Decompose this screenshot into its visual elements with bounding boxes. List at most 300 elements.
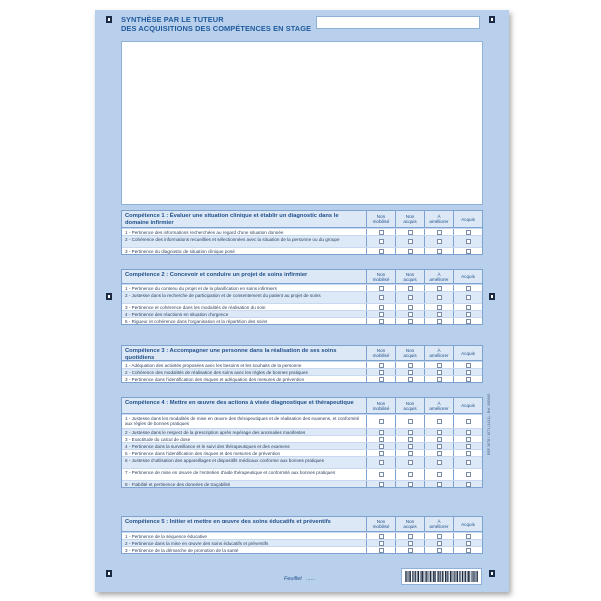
- checkbox[interactable]: [408, 305, 413, 310]
- checkbox-cell: [453, 304, 482, 310]
- checkbox[interactable]: [466, 305, 471, 310]
- checkbox[interactable]: [379, 370, 384, 375]
- checkbox[interactable]: [437, 451, 442, 456]
- checkbox[interactable]: [437, 312, 442, 317]
- checkbox-cell: [395, 540, 424, 546]
- checkbox[interactable]: [437, 444, 442, 449]
- checkbox-cell: [424, 292, 453, 303]
- checkbox[interactable]: [408, 419, 413, 424]
- checkbox[interactable]: [466, 295, 471, 300]
- criterion-row: [122, 361, 482, 368]
- checkbox-cell: [366, 311, 395, 317]
- checkbox-cell: [366, 436, 395, 442]
- barcode-bar: [440, 571, 441, 582]
- checkbox[interactable]: [408, 239, 413, 244]
- checkbox[interactable]: [408, 472, 413, 477]
- checkbox[interactable]: [437, 377, 442, 382]
- checkbox-cell: [366, 304, 395, 310]
- checkbox[interactable]: [379, 419, 384, 424]
- criterion-row: [122, 291, 482, 303]
- checkbox[interactable]: [379, 541, 384, 546]
- criterion-row: [122, 480, 482, 487]
- checkbox-cell: [424, 450, 453, 456]
- criterion-row: [122, 303, 482, 310]
- checkbox-cell: [366, 376, 395, 382]
- checkbox-cell: [453, 450, 482, 456]
- header-input-field[interactable]: [316, 16, 480, 29]
- checkbox[interactable]: [437, 419, 442, 424]
- barcode-bar: [426, 571, 427, 582]
- criterion-label: 3 - Pertinence et cohérence dans les modalités de réalisation du soin: [125, 305, 266, 310]
- checkbox[interactable]: [437, 230, 442, 235]
- form-reference: REF 3078 / 1071 (1421) - Ref. 000000: [487, 393, 491, 455]
- checkbox-cell: [395, 304, 424, 310]
- checkbox-cell: [395, 457, 424, 468]
- checkbox-cell: [395, 248, 424, 254]
- criterion-label: 5 - Rigueur et cohérence dans l'organisation et la répartition des soins: [125, 319, 268, 324]
- checkbox[interactable]: [408, 230, 413, 235]
- checkbox[interactable]: [408, 548, 413, 553]
- checkbox[interactable]: [408, 430, 413, 435]
- checkbox-cell: [395, 429, 424, 435]
- registration-mark-icon: [489, 570, 495, 577]
- competence-header: [122, 398, 482, 414]
- checkbox[interactable]: [379, 230, 384, 235]
- barcode-bar: [477, 571, 478, 582]
- competence-title: Compétence 5 : Initier et mettre en œuvre des soins éducatifs et préventifs: [125, 519, 331, 525]
- checkbox[interactable]: [379, 430, 384, 435]
- checkbox-cell: [453, 311, 482, 317]
- criterion-row: [122, 449, 482, 456]
- registration-mark-icon: [489, 16, 495, 23]
- checkbox[interactable]: [466, 451, 471, 456]
- checkbox-cell: [424, 304, 453, 310]
- checkbox-cell: [424, 443, 453, 449]
- checkbox[interactable]: [437, 437, 442, 442]
- criterion-label: 2 - Justesse dans le respect de la prescription après repérage des anomalies manifestes: [125, 430, 306, 435]
- checkbox[interactable]: [379, 377, 384, 382]
- checkbox[interactable]: [379, 249, 384, 254]
- competence-block-5: [121, 516, 483, 554]
- checkbox[interactable]: [466, 482, 471, 487]
- checkbox-cell: [453, 429, 482, 435]
- checkbox-cell: [395, 469, 424, 480]
- barcode-bar: [429, 571, 430, 582]
- checkbox-cell: [453, 369, 482, 375]
- checkbox-cell: [395, 533, 424, 539]
- criterion-label: 2 - Cohérence des modalités de réalisation des soins avec les règles de bonnes pratiques: [125, 370, 308, 375]
- checkbox[interactable]: [408, 451, 413, 456]
- criterion-label: 3 - Pertinence du diagnostic de situation clinique posé: [125, 249, 235, 254]
- criterion-label: 4 - Pertinence dans la surveillance et le suivi des thérapeutiques et des examens: [125, 444, 290, 449]
- barcode-bar: [456, 571, 458, 582]
- checkbox[interactable]: [379, 286, 384, 291]
- criterion-label: 1 - Pertinence de la séquence éducative: [125, 534, 207, 539]
- checkbox[interactable]: [408, 534, 413, 539]
- checkbox[interactable]: [466, 437, 471, 442]
- competence-block-2: [121, 269, 483, 325]
- criterion-row: [122, 284, 482, 291]
- checkbox[interactable]: [379, 534, 384, 539]
- criterion-label: 8 - Fiabilité et pertinence des données de traçabilité: [125, 482, 231, 487]
- checkbox-cell: [424, 311, 453, 317]
- barcode-bar: [425, 571, 426, 582]
- checkbox[interactable]: [408, 363, 413, 368]
- criterion-label: 1 - Pertinence des informations recherchées au regard d'une situation donnée: [125, 230, 284, 235]
- checkbox-cell: [424, 540, 453, 546]
- checkbox[interactable]: [466, 249, 471, 254]
- checkbox[interactable]: [466, 363, 471, 368]
- checkbox-cell: [366, 236, 395, 247]
- checkbox[interactable]: [408, 249, 413, 254]
- checkbox-cell: [453, 229, 482, 235]
- criterion-label: 4 - Pertinence des réactions en situation d'urgence: [125, 312, 229, 317]
- checkbox-cell: [453, 469, 482, 480]
- checkbox-cell: [424, 362, 453, 368]
- checkbox[interactable]: [437, 305, 442, 310]
- checkbox-cell: [453, 457, 482, 468]
- competence-header: [122, 270, 482, 284]
- barcode-bar: [437, 571, 438, 582]
- checkbox[interactable]: [408, 319, 413, 324]
- folio-field[interactable]: ......: [306, 576, 316, 582]
- barcode-bar: [459, 571, 460, 582]
- checkbox-cell: [453, 415, 482, 428]
- checkbox-cell: [424, 318, 453, 324]
- checkbox[interactable]: [379, 460, 384, 465]
- barcode-bar: [424, 571, 425, 582]
- checkbox[interactable]: [379, 295, 384, 300]
- checkbox[interactable]: [408, 286, 413, 291]
- criterion-label: 5 - Pertinence dans l'identification des risques et des mesures de prévention: [125, 451, 281, 456]
- checkbox[interactable]: [379, 319, 384, 324]
- barcode-bar: [421, 571, 423, 582]
- column-header: À améliorer: [424, 517, 453, 531]
- checkbox-cell: [366, 481, 395, 487]
- barcode-bar: [417, 571, 418, 582]
- checkbox[interactable]: [437, 319, 442, 324]
- free-text-area[interactable]: [121, 41, 483, 205]
- checkbox-cell: [395, 443, 424, 449]
- barcode-bar: [432, 571, 433, 582]
- checkbox-cell: [453, 481, 482, 487]
- criterion-label: 3 - Pertinence de la démarche de promotion de la santé: [125, 548, 239, 553]
- checkbox-cell: [395, 415, 424, 428]
- checkbox[interactable]: [466, 472, 471, 477]
- checkbox-cell: [395, 450, 424, 456]
- registration-mark-icon: [106, 570, 112, 577]
- checkbox[interactable]: [379, 239, 384, 244]
- checkbox-cell: [424, 369, 453, 375]
- checkbox-cell: [453, 292, 482, 303]
- criterion-row: [122, 456, 482, 468]
- barcode-bar: [452, 571, 453, 582]
- criterion-row: [122, 532, 482, 539]
- barcode-bar: [420, 571, 421, 582]
- criterion-label: 6 - Justesse d'utilisation des appareillages et dispositifs médicaux conforme aux bonnes pratiques: [125, 458, 325, 463]
- checkbox[interactable]: [466, 312, 471, 317]
- criterion-row: [122, 310, 482, 317]
- checkbox-cell: [453, 318, 482, 324]
- checkbox-cell: [366, 457, 395, 468]
- checkbox-cell: [453, 540, 482, 546]
- checkbox-cell: [366, 533, 395, 539]
- barcode-bar: [445, 571, 447, 582]
- checkbox-cell: [366, 285, 395, 291]
- checkbox-cell: [395, 481, 424, 487]
- checkbox[interactable]: [408, 460, 413, 465]
- checkbox-cell: [453, 362, 482, 368]
- criterion-label: 2 - Cohérence des informations recueillies et sélectionnées avec la situation de la personne ou du groupe: [125, 237, 340, 242]
- checkbox-cell: [366, 429, 395, 435]
- column-header: Non acquis: [395, 517, 424, 531]
- checkbox-cell: [395, 285, 424, 291]
- barcode-bar: [406, 571, 407, 582]
- registration-mark-icon: [106, 16, 112, 23]
- column-header: À améliorer: [424, 270, 453, 283]
- criterion-row: [122, 414, 482, 428]
- column-header: Non mobilisé: [366, 270, 395, 283]
- barcode: [401, 568, 482, 585]
- checkbox[interactable]: [466, 230, 471, 235]
- column-header: Non acquis: [395, 346, 424, 360]
- column-header: Non mobilisé: [366, 211, 395, 227]
- criterion-row: [122, 317, 482, 324]
- barcode-bar: [430, 571, 431, 582]
- checkbox[interactable]: [466, 377, 471, 382]
- checkbox[interactable]: [466, 286, 471, 291]
- competence-title: Compétence 2 : Concevoir et conduire un projet de soins infirmier: [125, 272, 308, 278]
- column-header: Non acquis: [395, 398, 424, 413]
- column-header: Acquis: [453, 398, 482, 413]
- criterion-label: 1 - Pertinence du contenu du projet et de la planification en soins infirmiers: [125, 286, 277, 291]
- checkbox[interactable]: [466, 430, 471, 435]
- checkbox[interactable]: [437, 548, 442, 553]
- checkbox-cell: [424, 481, 453, 487]
- checkbox-cell: [395, 292, 424, 303]
- competence-header: [122, 211, 482, 228]
- checkbox[interactable]: [466, 444, 471, 449]
- checkbox-cell: [453, 436, 482, 442]
- checkbox[interactable]: [408, 437, 413, 442]
- barcode-bar: [413, 571, 414, 582]
- barcode-bar: [450, 571, 451, 582]
- checkbox-cell: [366, 292, 395, 303]
- checkbox-cell: [366, 450, 395, 456]
- checkbox[interactable]: [379, 472, 384, 477]
- barcode-bar: [449, 571, 450, 582]
- barcode-bar: [462, 571, 463, 582]
- barcode-bar: [408, 571, 409, 582]
- form-title-line1: SYNTHÈSE PAR LE TUTEUR: [121, 15, 224, 24]
- checkbox[interactable]: [408, 295, 413, 300]
- barcode-bar: [433, 571, 435, 582]
- checkbox[interactable]: [466, 460, 471, 465]
- checkbox[interactable]: [379, 444, 384, 449]
- checkbox[interactable]: [437, 472, 442, 477]
- barcode-bar: [438, 571, 439, 582]
- checkbox[interactable]: [466, 239, 471, 244]
- checkbox-cell: [424, 229, 453, 235]
- competence-block-1: [121, 210, 483, 255]
- checkbox[interactable]: [437, 534, 442, 539]
- checkbox[interactable]: [437, 482, 442, 487]
- checkbox[interactable]: [408, 377, 413, 382]
- criterion-row: [122, 428, 482, 435]
- checkbox[interactable]: [466, 370, 471, 375]
- checkbox-cell: [395, 229, 424, 235]
- checkbox-cell: [366, 248, 395, 254]
- barcode-bar: [447, 571, 448, 582]
- checkbox-cell: [395, 369, 424, 375]
- form-title: [121, 15, 321, 33]
- barcode-bar: [464, 571, 465, 582]
- checkbox[interactable]: [466, 541, 471, 546]
- checkbox-cell: [366, 469, 395, 480]
- checkbox-cell: [424, 469, 453, 480]
- column-header: Non mobilisé: [366, 517, 395, 531]
- barcode-bar: [471, 571, 472, 582]
- checkbox[interactable]: [466, 534, 471, 539]
- checkbox[interactable]: [379, 548, 384, 553]
- checkbox[interactable]: [437, 249, 442, 254]
- competence-title: Compétence 1 : Évaluer une situation clinique et établir un diagnostic dans le domaine infirmier: [125, 213, 339, 226]
- checkbox[interactable]: [437, 430, 442, 435]
- checkbox[interactable]: [408, 370, 413, 375]
- criterion-row: [122, 546, 482, 553]
- criterion-label: 1 - Adéquation des activités proposées avec les besoins et les souhaits de la personne: [125, 363, 302, 368]
- barcode-bar: [415, 571, 416, 582]
- barcode-bar: [454, 571, 455, 582]
- checkbox-cell: [453, 547, 482, 553]
- criterion-row: [122, 435, 482, 442]
- competence-block-4: [121, 397, 483, 488]
- checkbox-cell: [366, 443, 395, 449]
- checkbox[interactable]: [437, 239, 442, 244]
- checkbox[interactable]: [437, 370, 442, 375]
- checkbox-cell: [395, 318, 424, 324]
- checkbox[interactable]: [437, 295, 442, 300]
- barcode-bar: [442, 571, 443, 582]
- column-header: Non acquis: [395, 270, 424, 283]
- checkbox[interactable]: [437, 363, 442, 368]
- checkbox-cell: [453, 443, 482, 449]
- form-title-line2: DES ACQUISITIONS DES COMPÉTENCES EN STAGE: [121, 24, 312, 33]
- barcode-bar: [465, 571, 466, 582]
- checkbox[interactable]: [379, 305, 384, 310]
- criterion-row: [122, 375, 482, 382]
- checkbox-cell: [424, 376, 453, 382]
- checkbox-cell: [395, 362, 424, 368]
- column-header: Acquis: [453, 346, 482, 360]
- checkbox-cell: [453, 285, 482, 291]
- checkbox[interactable]: [437, 460, 442, 465]
- column-header: À améliorer: [424, 211, 453, 227]
- criterion-row: [122, 247, 482, 254]
- checkbox-cell: [366, 547, 395, 553]
- checkbox-cell: [424, 236, 453, 247]
- checkbox-cell: [453, 236, 482, 247]
- checkbox-cell: [395, 236, 424, 247]
- barcode-bar: [472, 571, 473, 582]
- checkbox-cell: [395, 547, 424, 553]
- checkbox-cell: [453, 533, 482, 539]
- checkbox[interactable]: [466, 419, 471, 424]
- checkbox-cell: [424, 436, 453, 442]
- competence-title: Compétence 4 : Mettre en œuvre des actions à visée diagnostique et thérapeutique: [125, 400, 354, 406]
- barcode-bar: [409, 571, 411, 582]
- barcode-bar: [476, 571, 477, 582]
- column-header: Non acquis: [395, 211, 424, 227]
- checkbox[interactable]: [379, 451, 384, 456]
- checkbox[interactable]: [379, 482, 384, 487]
- checkbox-cell: [366, 415, 395, 428]
- checkbox-cell: [453, 248, 482, 254]
- checkbox-cell: [424, 415, 453, 428]
- column-header: Non mobilisé: [366, 398, 395, 413]
- barcode-icon: [405, 571, 478, 582]
- competence-header: [122, 517, 482, 532]
- barcode-bar: [435, 571, 436, 582]
- criterion-row: [122, 228, 482, 235]
- barcode-bar: [443, 571, 444, 582]
- column-header: À améliorer: [424, 398, 453, 413]
- barcode-bar: [467, 571, 468, 582]
- checkbox[interactable]: [408, 482, 413, 487]
- column-header: Non mobilisé: [366, 346, 395, 360]
- checkbox-cell: [424, 457, 453, 468]
- criterion-row: [122, 539, 482, 546]
- barcode-bar: [418, 571, 419, 582]
- checkbox-cell: [366, 229, 395, 235]
- checkbox[interactable]: [408, 541, 413, 546]
- checkbox-cell: [424, 429, 453, 435]
- criterion-row: [122, 235, 482, 247]
- checkbox[interactable]: [379, 437, 384, 442]
- folio-label: Feuillet: [284, 576, 302, 582]
- column-header: Acquis: [453, 517, 482, 531]
- checkbox[interactable]: [408, 444, 413, 449]
- column-header: Acquis: [453, 270, 482, 283]
- checkbox-cell: [424, 547, 453, 553]
- checkbox[interactable]: [466, 319, 471, 324]
- checkbox[interactable]: [379, 363, 384, 368]
- criterion-label: 3 - Pertinence dans l'identification des risques et adéquation des mesures de prévention: [125, 377, 305, 382]
- criterion-label: 7 - Pertinence de mise en œuvre de l'entretien d'aide thérapeutique et conformité aux bonnes pratiques: [125, 470, 336, 475]
- criterion-label: 2 - Justesse dans la recherche de participation et de consentement du patient au projet de soins: [125, 293, 321, 298]
- criterion-row: [122, 468, 482, 480]
- checkbox[interactable]: [379, 312, 384, 317]
- barcode-bar: [455, 571, 456, 582]
- checkbox-cell: [366, 362, 395, 368]
- registration-mark-icon: [106, 293, 112, 300]
- checkbox[interactable]: [437, 286, 442, 291]
- checkbox-cell: [395, 311, 424, 317]
- checkbox-cell: [453, 376, 482, 382]
- checkbox[interactable]: [466, 548, 471, 553]
- criterion-label: 1 - Justesse dans les modalités de mise en œuvre des thérapeutiques et de réalisation des examens, et conformité aux règles de bonnes pratiques: [125, 416, 360, 426]
- checkbox[interactable]: [437, 541, 442, 546]
- checkbox-cell: [424, 248, 453, 254]
- barcode-bar: [473, 571, 474, 582]
- competence-header: [122, 346, 482, 361]
- barcode-bar: [468, 571, 470, 582]
- criterion-row: [122, 368, 482, 375]
- competence-block-3: [121, 345, 483, 383]
- checkbox[interactable]: [408, 312, 413, 317]
- barcode-bar: [412, 571, 413, 582]
- checkbox-cell: [395, 376, 424, 382]
